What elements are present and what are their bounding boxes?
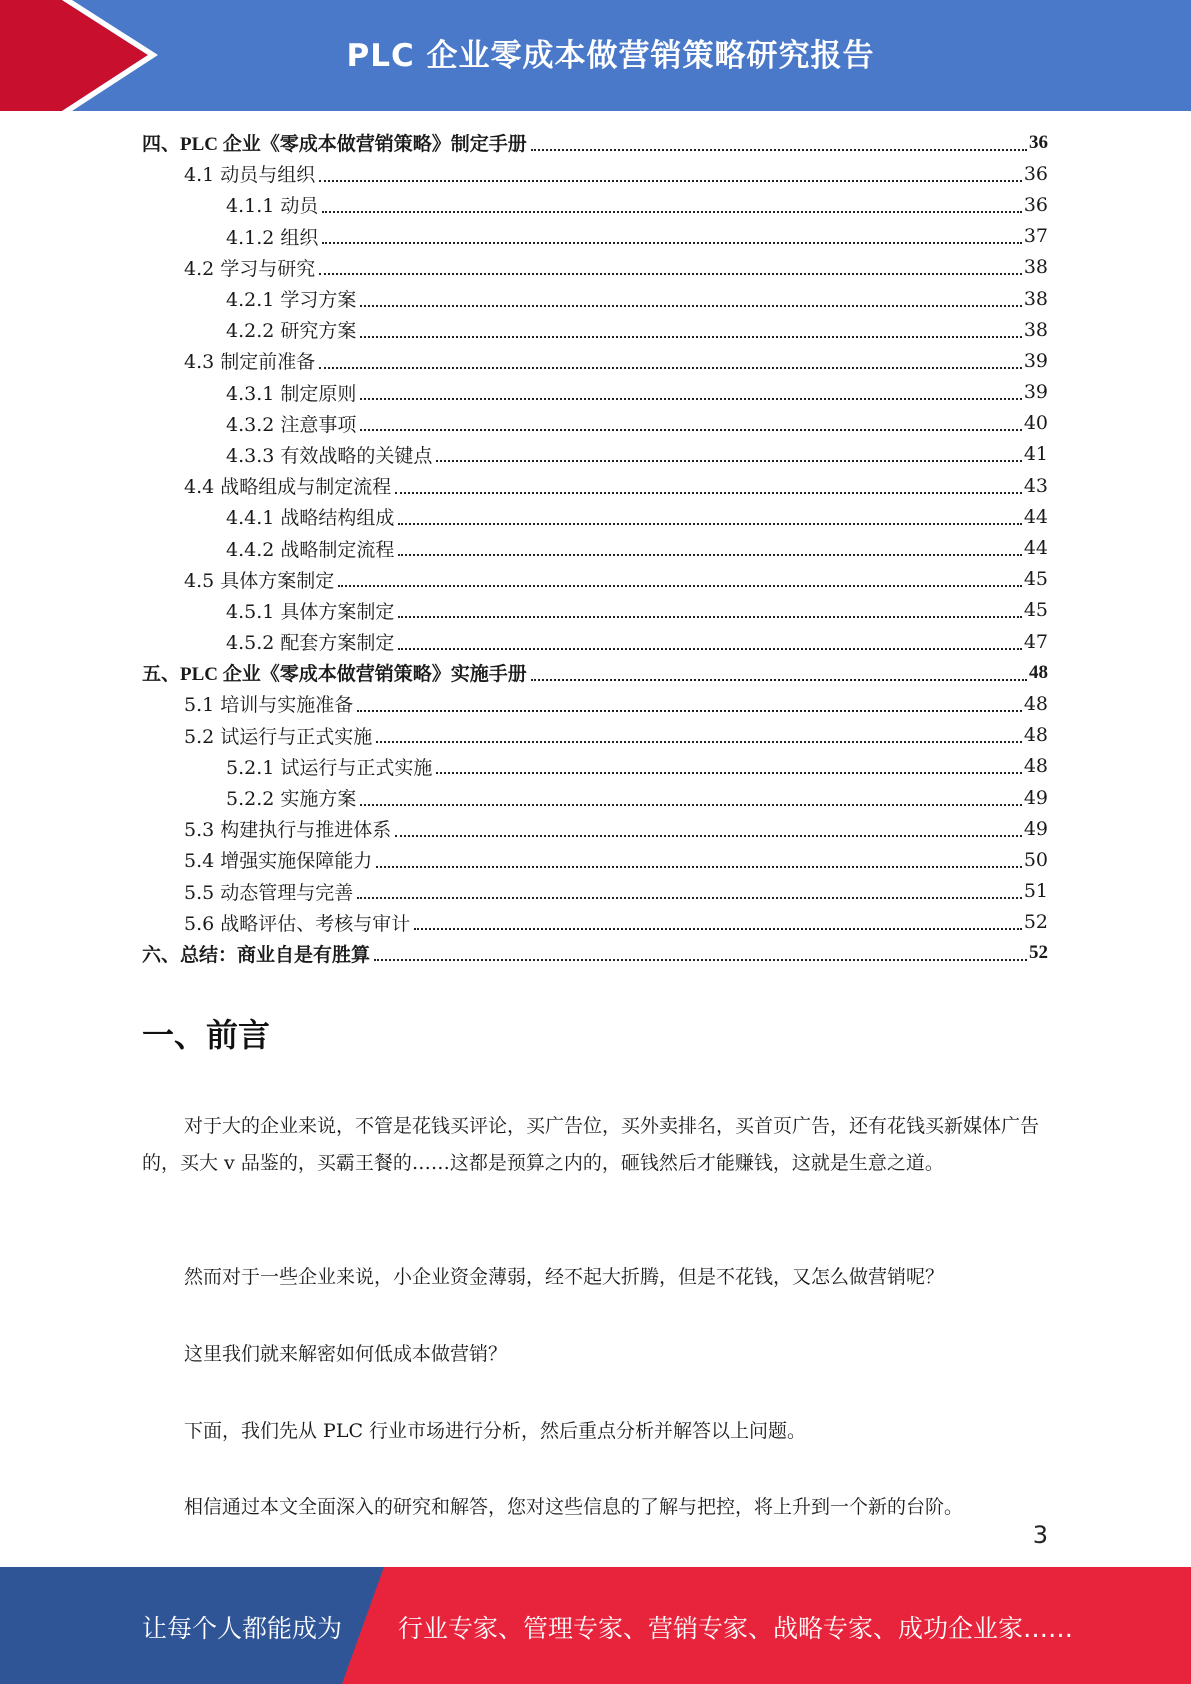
paragraph-4: 下面，我们先从 PLC 行业市场进行分析，然后重点分析并解答以上问题。 [184, 1420, 807, 1442]
toc-dot-leader [319, 180, 1022, 182]
toc-entry-page: 48 [1029, 661, 1048, 683]
toc-entry[interactable] [142, 470, 1048, 501]
table-of-contents [142, 127, 1048, 969]
toc-entry-label: 5.2.2 实施方案 [226, 784, 360, 811]
toc-entry[interactable] [142, 439, 1048, 470]
toc-entry[interactable] [142, 595, 1048, 626]
toc-dot-leader [398, 648, 1021, 650]
toc-entry-label: 5.1 培训与实施准备 [184, 690, 357, 717]
toc-entry-page: 49 [1023, 817, 1048, 840]
toc-entry[interactable] [142, 189, 1048, 220]
toc-dot-leader [338, 585, 1022, 587]
toc-entry-page: 49 [1023, 786, 1048, 809]
paragraph-3: 这里我们就来解密如何低成本做营销？ [184, 1343, 508, 1365]
header-title: PLC 企业零成本做营销策略研究报告 [346, 38, 875, 74]
toc-dot-leader [374, 959, 1027, 961]
toc-dot-leader [395, 492, 1022, 494]
toc-entry[interactable] [142, 813, 1048, 844]
toc-entry-page: 48 [1023, 692, 1048, 715]
toc-entry-page: 37 [1023, 225, 1048, 248]
toc-entry-label: 4.4 战略组成与制定流程 [184, 472, 395, 499]
toc-entry[interactable] [142, 408, 1048, 439]
toc-entry-label: 4.3 制定前准备 [184, 347, 319, 374]
footer-slogan-left: 让每个人都能成为 [142, 1614, 343, 1643]
toc-dot-leader [395, 835, 1022, 837]
toc-entry-page: 38 [1023, 256, 1048, 279]
toc-entry-label: 六、总结：商业自是有胜算 [142, 940, 374, 967]
section-heading: 一、前言 [142, 1016, 271, 1054]
toc-entry-page: 45 [1023, 599, 1048, 622]
toc-entry-page: 38 [1023, 318, 1048, 341]
toc-dot-leader [319, 367, 1022, 369]
toc-entry-label: 4.1.2 组织 [226, 223, 322, 250]
toc-entry-label: 5.4 增强实施保障能力 [184, 846, 376, 873]
toc-entry-label: 4.2.2 研究方案 [226, 316, 360, 343]
toc-entry-label: 5.5 动态管理与完善 [184, 878, 357, 905]
toc-entry-label: 4.3.1 制定原则 [226, 379, 360, 406]
toc-entry[interactable] [142, 345, 1048, 376]
footer-slogan-right: 行业专家、管理专家、营销专家、战略专家、成功企业家…… [398, 1614, 1074, 1643]
toc-entry-page: 36 [1023, 162, 1048, 185]
toc-dot-leader [357, 897, 1022, 899]
toc-entry[interactable] [142, 782, 1048, 813]
toc-dot-leader [360, 398, 1021, 400]
toc-dot-leader [360, 804, 1021, 806]
toc-entry[interactable] [142, 626, 1048, 657]
toc-entry[interactable] [142, 283, 1048, 314]
toc-entry[interactable] [142, 938, 1048, 969]
toc-dot-leader [322, 242, 1021, 244]
toc-entry-label: 4.3.3 有效战略的关键点 [226, 441, 436, 468]
toc-entry-label: 5.6 战略评估、考核与审计 [184, 909, 414, 936]
toc-entry-label: 4.5 具体方案制定 [184, 566, 338, 593]
toc-entry-page: 44 [1023, 505, 1048, 528]
toc-entry[interactable] [142, 532, 1048, 563]
toc-entry-page: 41 [1023, 443, 1048, 466]
toc-entry-label: 4.1 动员与组织 [184, 160, 319, 187]
toc-dot-leader [531, 679, 1027, 681]
toc-entry-page: 39 [1023, 381, 1048, 404]
toc-entry[interactable] [142, 720, 1048, 751]
page-header [0, 0, 1191, 111]
toc-entry-label: 四、PLC 企业《零成本做营销策略》制定手册 [142, 129, 531, 156]
toc-dot-leader [376, 866, 1022, 868]
toc-entry-label: 4.4.2 战略制定流程 [226, 535, 398, 562]
toc-dot-leader [398, 523, 1021, 525]
toc-dot-leader [360, 336, 1021, 338]
toc-entry-page: 38 [1023, 287, 1048, 310]
paragraph-1: 对于大的企业来说，不管是花钱买评论，买广告位，买外卖排名，买首页广告，还有花钱买新媒体广告的，买大 v 品鉴的，买霸王餐的……这都是预算之内的，砸钱然后才能赚钱，这就是生意之道。 [142, 1115, 1040, 1174]
toc-entry[interactable] [142, 751, 1048, 782]
toc-entry[interactable] [142, 564, 1048, 595]
toc-dot-leader [319, 273, 1022, 275]
toc-entry-page: 44 [1023, 537, 1048, 560]
toc-dot-leader [376, 741, 1022, 743]
toc-entry[interactable] [142, 876, 1048, 907]
toc-entry[interactable] [142, 314, 1048, 345]
toc-entry-page: 45 [1023, 568, 1048, 591]
toc-entry[interactable] [142, 221, 1048, 252]
toc-entry-label: 4.4.1 战略结构组成 [226, 503, 398, 530]
toc-entry[interactable] [142, 158, 1048, 189]
toc-dot-leader [531, 149, 1027, 151]
toc-dot-leader [357, 710, 1022, 712]
toc-dot-leader [398, 616, 1021, 618]
page-footer [0, 1567, 1191, 1684]
toc-entry-page: 52 [1023, 911, 1048, 934]
toc-entry-page: 36 [1029, 131, 1048, 153]
toc-entry-label: 4.2 学习与研究 [184, 254, 319, 281]
toc-dot-leader [414, 928, 1022, 930]
toc-entry-page: 36 [1023, 193, 1048, 216]
toc-entry-page: 48 [1023, 724, 1048, 747]
toc-entry-page: 40 [1023, 412, 1048, 435]
toc-entry[interactable] [142, 844, 1048, 875]
paragraph-5: 相信通过本文全面深入的研究和解答，您对这些信息的了解与把控，将上升到一个新的台阶。 [184, 1496, 964, 1518]
toc-entry-label: 4.5.2 配套方案制定 [226, 628, 398, 655]
toc-entry[interactable] [142, 377, 1048, 408]
toc-dot-leader [360, 429, 1021, 431]
toc-entry-label: 4.3.2 注意事项 [226, 410, 360, 437]
toc-dot-leader [436, 772, 1021, 774]
toc-entry-page: 39 [1023, 349, 1048, 372]
toc-entry-page: 47 [1023, 630, 1048, 653]
toc-dot-leader [322, 211, 1021, 213]
toc-entry[interactable] [142, 127, 1048, 158]
toc-entry-label: 4.1.1 动员 [226, 191, 322, 218]
toc-entry-page: 52 [1029, 942, 1048, 964]
toc-entry[interactable] [142, 907, 1048, 938]
toc-entry-page: 50 [1023, 848, 1048, 871]
toc-entry[interactable] [142, 657, 1048, 688]
toc-entry-label: 5.2 试运行与正式实施 [184, 722, 376, 749]
page-number: 3 [1032, 1521, 1048, 1549]
toc-entry-page: 51 [1023, 880, 1048, 903]
toc-entry-page: 48 [1023, 755, 1048, 778]
toc-entry-label: 5.2.1 试运行与正式实施 [226, 753, 436, 780]
toc-entry[interactable] [142, 252, 1048, 283]
toc-dot-leader [360, 305, 1021, 307]
toc-entry-label: 4.2.1 学习方案 [226, 285, 360, 312]
toc-entry-label: 5.3 构建执行与推进体系 [184, 815, 395, 842]
paragraph-2: 然而对于一些企业来说，小企业资金薄弱，经不起大折腾，但是不花钱，又怎么做营销呢？ [184, 1266, 945, 1288]
toc-entry-page: 43 [1023, 474, 1048, 497]
toc-entry[interactable] [142, 501, 1048, 532]
toc-entry[interactable] [142, 688, 1048, 719]
toc-entry-label: 五、PLC 企业《零成本做营销策略》实施手册 [142, 659, 531, 686]
toc-dot-leader [398, 554, 1021, 556]
toc-entry-label: 4.5.1 具体方案制定 [226, 597, 398, 624]
toc-dot-leader [436, 460, 1021, 462]
